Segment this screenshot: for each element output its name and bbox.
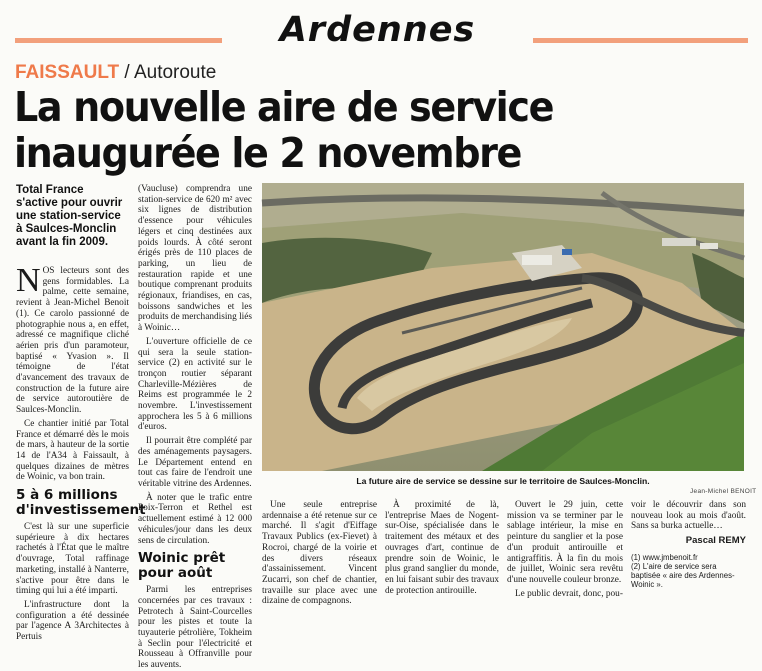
paragraph: L'ouverture officielle de ce qui sera la seule station-service (2) en activité sur le tronçon routier séparant Charleville-Mézières de Reims est programmée le 2 novembre. L'investissement approchera les 5 à 6 millions d'euros.	[138, 336, 252, 433]
kicker-separator: /	[119, 62, 134, 83]
footnote-2: (2) L'aire de service sera baptisée « aire des Ardennes-Woinic ».	[631, 561, 735, 589]
headline	[14, 84, 702, 176]
article-column-1	[16, 262, 146, 643]
article-column-2	[138, 184, 252, 671]
headline-line-2: inaugurée le 2 novembre	[14, 129, 522, 177]
subhead-woinic: Woinic prêt pour août	[138, 550, 226, 582]
footnote-1: (1) www.jmbenoit.fr	[631, 552, 698, 562]
article-column-6	[631, 500, 746, 589]
article-column-5	[507, 500, 623, 599]
aerial-photo	[262, 183, 744, 471]
paragraph: Parmi les entreprises concernées par ces travaux : Petrotech à Saint-Courcelles pour les pistes et toute la tuyauterie pétrolière, Tokheim à Seclin pour l'électricité et Rousseau à Offranville pour les auvents.	[138, 585, 252, 671]
paragraph: (Vaucluse) comprendra une station-service de 620 m² avec six lignes de distribution d'essence pour véhicules légers et cinq destinées aux poids lourds. À côté seront érigés près de 110 places de parking, un lieu de restauration rapide et une boutique comprenant produits régionaux, friandises, en cas, boissons sandwiches et les produits de merchandising liés à Woinic…	[138, 184, 252, 334]
paragraph: Le public devrait, donc, pou-	[515, 588, 623, 599]
section-header	[0, 10, 762, 50]
paragraph: Ouvert le 29 juin, cette mission va se terminer par le sablage intérieur, la mise en peinture du sanglier et la pose d'un produit antirouille et antigraffitis. À la fin du mois de juillet, Woinic sera revêtu d'une nouvelle couleur bronze.	[507, 500, 623, 585]
aerial-photo-illustration	[262, 183, 744, 471]
paragraph: Ce chantier initié par Total France et démarré dès le mois de mars, à hauteur de la sortie 14 de l'A34 à Faissault, à quelques dizaines de mètres de Woinic, va bon train.	[16, 418, 129, 483]
paragraph: Il pourrait être complété par des aménagements paysagers. Le Département entend en tout cas faire de l'endroit une véritable vitrine des Ardennes.	[138, 436, 252, 489]
kicker-topic: Autoroute	[133, 62, 217, 83]
photo-caption: La future aire de service se dessine sur le territoire de Saulces-Monclin.	[356, 476, 650, 486]
paragraph: À proximité de là, l'entreprise Maes de Nogent-sur-Oise, spécialisée dans le traitement des métaux et des ouvrages d'art, continue de prendre soin de Woinic, le plus grand sanglier du monde, en lui faisant subir des travaux de protection antirouille.	[385, 500, 499, 596]
headline-line-1: La nouvelle aire de service	[14, 83, 554, 131]
footnotes	[631, 553, 746, 589]
article-column-4	[385, 500, 499, 596]
paragraph: voir le découvrir dans son nouveau look au mois d'août. Sans sa burka actuelle…	[631, 500, 746, 532]
paragraph: À noter que le trafic entre Poix-Terron et Rethel est actuellement estimé à 12 000 véhicules/jour dans les deux sens de circulation.	[138, 492, 252, 546]
kicker-location: FAISSAULT	[15, 62, 120, 83]
author-signature: Pascal REMY	[685, 535, 746, 547]
dropcap: N	[16, 262, 41, 299]
paragraph: L'infrastructure dont la configuration a été dessinée par l'agence A 3Architectes à Pertuis	[16, 599, 129, 643]
photo-credit: Jean-Michel BENOIT	[690, 488, 757, 495]
section-title: Ardennes	[279, 10, 476, 50]
standfirst: Total France s'active pour ouvrir une station-service à Saulces-Monclin avant la fin 2009.	[16, 184, 123, 248]
kicker	[15, 62, 216, 84]
section-rule-right	[533, 38, 748, 43]
paragraph: Une seule entreprise ardennaise a été retenue sur ce marché. Il s'agit d'Eiffage Travaux Publics (ex-Fievet) à Rocroi, chargé de la voirie et des divers réseaux d'assainissement. Vincent Zucarri, son chef de chantier, travaille sur place avec une dizaine de compagnons.	[262, 500, 377, 607]
lead-text: OS lecteurs sont des gens formidables. La palme, cette semaine, revient à Jean-Michel Benoit (1). Ce carolo passionné de photographie nous a, en effet, adressé ce magnifique cliché aérien pris d'un paramoteur, baptisé « Yvasion ». Il témoigne de l'état d'avancement des travaux de construction de la future aire de service autoroutière de Saulces-Monclin.	[16, 266, 129, 416]
subhead-investment: 5 à 6 millions d'investissement	[16, 487, 146, 519]
section-rule-left	[15, 38, 222, 43]
lead-paragraph	[16, 262, 129, 416]
paragraph: C'est là sur une superficie supérieure à dix hectares rachetés à l'État que le maître d'ouvrage, Total raffinage marketing, installé à Nanterre, s'active pour être dans le timing qui lui a été imparti.	[16, 522, 129, 597]
article-column-3	[262, 500, 377, 607]
